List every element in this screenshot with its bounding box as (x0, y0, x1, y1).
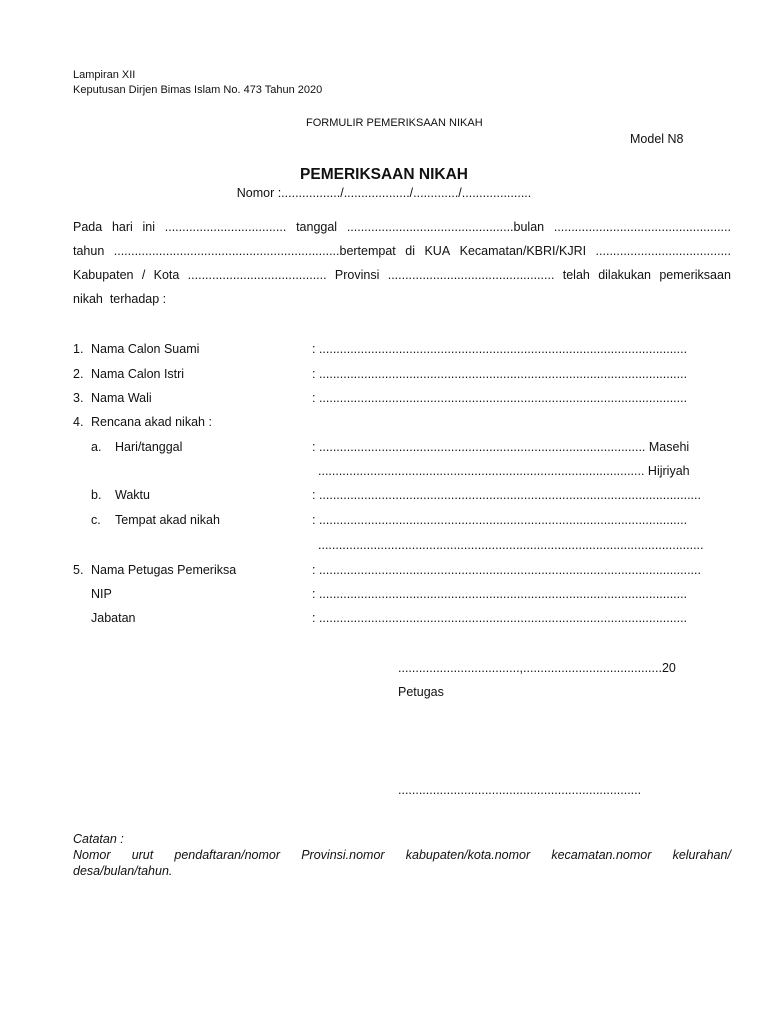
examiner-name-label: Nama Petugas Pemeriksa (91, 563, 237, 577)
document-number: Nomor :................./.................../............./.................... (236, 186, 532, 200)
day-date-hijriyah-field: .............................................................................................. Hijriyah (318, 464, 690, 478)
intro-word: .................................................................bertempat (113, 244, 396, 258)
intro-word: / (141, 268, 146, 282)
intro-word: di (405, 244, 415, 258)
bride-name-field: : .......................................................................................................... (312, 367, 688, 381)
decree-reference: Keputusan Dirjen Bimas Islam No. 473 Tahun 2020 (73, 84, 323, 96)
intro-word: pemeriksaan (659, 268, 731, 282)
signature-date: ...................................,........................................20 (398, 661, 676, 675)
intro-word: tanggal (296, 220, 338, 234)
intro-word: hari (111, 220, 133, 234)
sub-item-letter: a. (91, 440, 102, 454)
nip-label: NIP (91, 587, 112, 601)
intro-word: ................................................... (553, 220, 731, 234)
groom-name-field: : .......................................................................................................... (312, 342, 688, 356)
groom-name-label: Nama Calon Suami (91, 342, 200, 356)
notes-heading: Catatan : (73, 832, 124, 846)
intro-word: ini (142, 220, 156, 234)
item-number: 1. (73, 342, 84, 356)
intro-word: Kota (153, 268, 180, 282)
intro-word: Kabupaten (73, 268, 134, 282)
examiner-name-field: : .............................................................................................................. (312, 563, 701, 577)
item-number: 4. (73, 415, 84, 429)
nip-field: : .......................................................................................................... (312, 587, 688, 601)
time-field: : .............................................................................................................. (312, 488, 701, 502)
item-number: 2. (73, 367, 84, 381)
item-number: 5. (73, 563, 84, 577)
intro-word: ................................... (164, 220, 287, 234)
intro-word: Provinsi (334, 268, 380, 282)
guardian-name-field: : .......................................................................................................... (312, 391, 688, 405)
notes-word: kelurahan/ (672, 848, 731, 862)
position-field: : .......................................................................................................... (312, 611, 688, 625)
notes-line-2: desa/bulan/tahun. (73, 864, 173, 878)
intro-word: KUA (424, 244, 451, 258)
notes-word: kabupaten/kota.nomor (405, 848, 531, 862)
intro-word: ....................................... (595, 244, 731, 258)
attachment-label: Lampiran XII (73, 69, 136, 81)
notes-word: Provinsi.nomor (301, 848, 385, 862)
page-title: PEMERIKSAAN NIKAH (300, 166, 468, 183)
sub-item-letter: b. (91, 488, 102, 502)
bride-name-label: Nama Calon Istri (91, 367, 185, 381)
place-label: Tempat akad nikah (115, 513, 220, 527)
notes-word: kecamatan.nomor (551, 848, 652, 862)
item-number: 3. (73, 391, 84, 405)
intro-line-4: nikah terhadap : (73, 292, 167, 306)
intro-word: tahun (73, 244, 105, 258)
form-title: FORMULIR PEMERIKSAAN NIKAH (306, 117, 483, 129)
sub-item-letter: c. (91, 513, 101, 527)
notes-word: Nomor (73, 848, 111, 862)
place-field-continued: ............................................................................................................... (318, 538, 704, 552)
time-label: Waktu (115, 488, 150, 502)
signature-line: ...................................................................... (398, 783, 642, 797)
intro-word: ................................................ (387, 268, 555, 282)
intro-word: Kecamatan/KBRI/KJRI (459, 244, 587, 258)
intro-line-3 (73, 268, 731, 282)
guardian-name-label: Nama Wali (91, 391, 152, 405)
marriage-plan-label: Rencana akad nikah : (91, 415, 212, 429)
intro-word: dilakukan (598, 268, 652, 282)
notes-word: pendaftaran/nomor (174, 848, 281, 862)
intro-word: ........................................ (187, 268, 327, 282)
notes-word: urut (131, 848, 154, 862)
intro-word: ................................................bulan (346, 220, 545, 234)
signature-role: Petugas (398, 685, 444, 699)
intro-line-2 (73, 244, 731, 258)
place-field: : .......................................................................................................... (312, 513, 688, 527)
day-date-masehi-field: : .............................................................................................. Masehi (312, 440, 690, 454)
intro-word: telah (562, 268, 590, 282)
intro-line-1 (73, 220, 731, 234)
intro-word: Pada (73, 220, 103, 234)
position-label: Jabatan (91, 611, 136, 625)
day-date-label: Hari/tanggal (115, 440, 183, 454)
model-code: Model N8 (630, 132, 684, 146)
notes-line-1 (73, 848, 731, 862)
